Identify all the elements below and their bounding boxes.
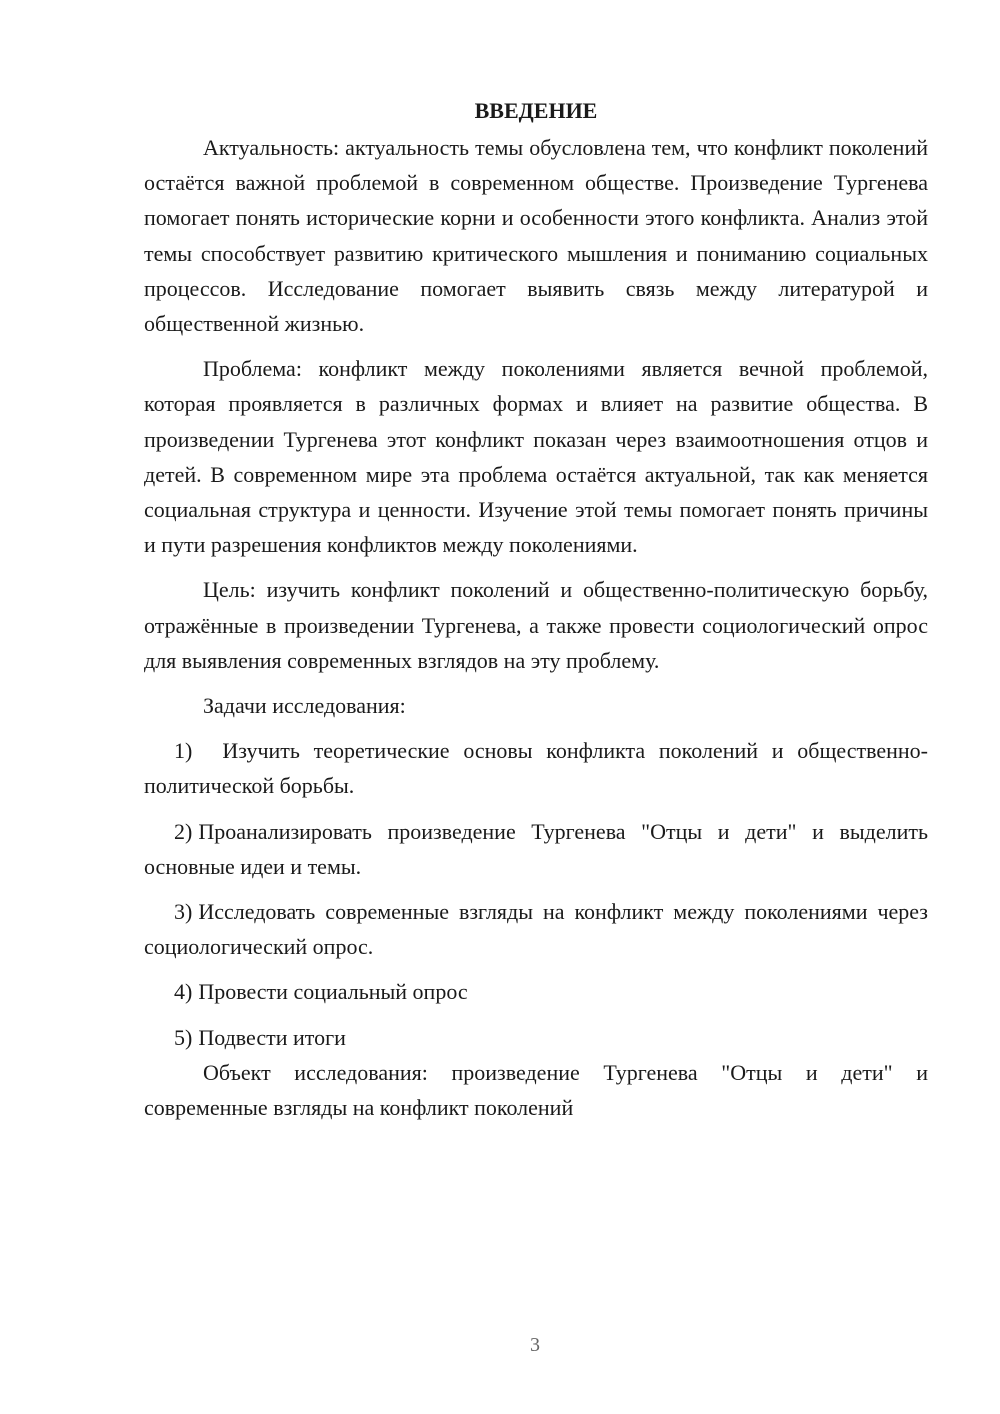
task-text: Проанализировать произведение Тургенева "Отцы и дети" и выделить основные идеи и темы. xyxy=(144,818,928,879)
paragraph-relevance: Актуальность: актуальность темы обусловлена тем, что конфликт поколений остаётся важной проблемой в современном обществе. Произведение Тургенева помогает понять исторические корни и особенности этого конфликта. Анализ этой темы способствует развитию критического мышления и пониманию социальных процессов. Исследование помогает выявить связь между литературой и общественной жизнью. xyxy=(144,135,928,337)
paragraph-object: Объект исследования: произведение Тургенева "Отцы и дети" и современные взгляды на конфликт поколений xyxy=(144,1059,928,1121)
task-item-2 xyxy=(144,814,928,884)
task-item-1 xyxy=(144,733,928,803)
task-text: Провести социальный опрос xyxy=(198,979,468,1005)
task-number: 3) xyxy=(174,899,193,925)
page-body xyxy=(144,93,928,1125)
task-number: 1) xyxy=(174,738,193,764)
section-title: ВВЕДЕНИЕ xyxy=(474,98,598,123)
task-number: 4) xyxy=(174,979,193,1005)
task-item-3 xyxy=(144,894,928,964)
task-text: Изучить теоретические основы конфликта поколений и общественно-политической борьбы. xyxy=(144,738,928,799)
task-item-4 xyxy=(144,974,928,1009)
task-text: Подвести итоги xyxy=(198,1024,346,1050)
paragraph-goal: Цель: изучить конфликт поколений и общественно-политическую борьбу, отражённые в произведении Тургенева, а также провести социологический опрос для выявления современных взглядов на эту проблему. xyxy=(144,577,928,673)
page-number: 3 xyxy=(530,1334,540,1356)
task-number: 5) xyxy=(174,1024,193,1050)
task-item-5 xyxy=(144,1020,928,1055)
paragraph-problem: Проблема: конфликт между поколениями является вечной проблемой, которая проявляется в различных формах и влияет на развитие общества. В произведении Тургенева этот конфликт показан через взаимоотношения отцов и детей. В современном мире эта проблема остаётся актуальной, так как меняется социальная структура и ценности. Изучение этой темы помогает понять причины и пути разрешения конфликтов между поколениями. xyxy=(144,356,928,558)
task-number: 2) xyxy=(174,818,193,844)
task-text: Исследовать современные взгляды на конфликт между поколениями через социологический опрос. xyxy=(144,899,928,960)
tasks-heading: Задачи исследования: xyxy=(203,693,406,719)
